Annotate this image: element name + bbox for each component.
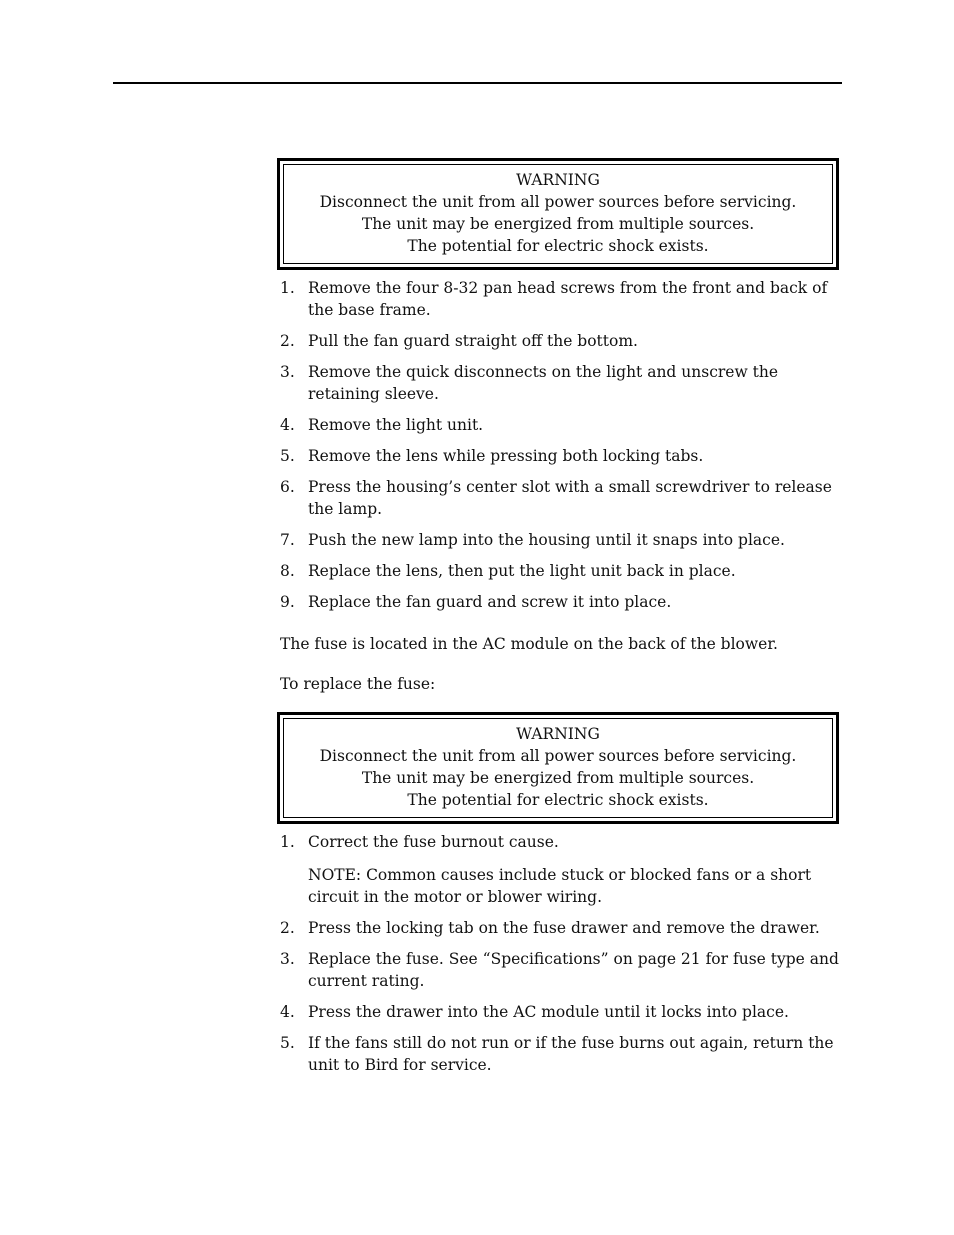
step-text: Pull the fan guard straight off the bottom.: [308, 332, 638, 350]
step-number: 3.: [280, 363, 295, 381]
step-number: 7.: [280, 531, 295, 549]
list-item: [280, 1001, 850, 1023]
step-text: Replace the fuse. See “Specifications” on page 21 for fuse type and current rating.: [308, 950, 839, 990]
step-number: 8.: [280, 562, 295, 580]
step-number: 4.: [280, 416, 295, 434]
warning-line: The potential for electric shock exists.: [407, 791, 709, 809]
step-number: 1.: [280, 833, 295, 851]
step-text: Replace the fan guard and screw it into place.: [308, 593, 672, 611]
warning-box-lamp: [277, 158, 839, 270]
list-item: [280, 948, 850, 992]
step-text: Remove the four 8-32 pan head screws from the front and back of the base frame.: [308, 279, 828, 319]
list-item: [280, 1032, 850, 1076]
warning-box-fuse: [277, 712, 839, 824]
warning-line: The potential for electric shock exists.: [407, 237, 709, 255]
warning-line: Disconnect the unit from all power sources before servicing.: [319, 747, 797, 765]
header-rule: [113, 82, 842, 84]
list-item: [280, 560, 850, 582]
fuse-replacement-steps: [280, 831, 850, 1085]
step-number: 3.: [280, 950, 295, 968]
step-text: Remove the quick disconnects on the light and unscrew the retaining sleeve.: [308, 363, 779, 403]
step-text: Correct the fuse burnout cause.: [308, 833, 559, 851]
list-item: [280, 445, 850, 467]
step-number: 9.: [280, 593, 295, 611]
list-item: [280, 831, 850, 908]
step-text: Press the drawer into the AC module until it locks into place.: [308, 1003, 789, 1021]
step-number: 6.: [280, 478, 295, 496]
step-number: 5.: [280, 447, 295, 465]
warning-content: [283, 718, 833, 818]
step-number: 2.: [280, 919, 295, 937]
step-number: 1.: [280, 279, 295, 297]
list-item: [280, 361, 850, 405]
fuse-lead-text: To replace the fuse:: [280, 675, 436, 693]
step-text: Remove the light unit.: [308, 416, 484, 434]
step-number: 5.: [280, 1034, 295, 1052]
list-item: [280, 591, 850, 613]
list-item: [280, 277, 850, 321]
step-note: NOTE: Common causes include stuck or blocked fans or a short circuit in the motor or blower wiring.: [308, 866, 812, 906]
step-text: Press the housing’s center slot with a small screwdriver to release the lamp.: [308, 478, 832, 518]
warning-content: [283, 164, 833, 264]
warning-line: Disconnect the unit from all power sources before servicing.: [319, 193, 797, 211]
list-item: [280, 476, 850, 520]
warning-title: WARNING: [516, 725, 600, 743]
fuse-location-text: The fuse is located in the AC module on the back of the blower.: [280, 635, 778, 653]
step-number: 4.: [280, 1003, 295, 1021]
warning-title: WARNING: [516, 171, 600, 189]
step-text: Remove the lens while pressing both locking tabs.: [308, 447, 704, 465]
step-text: Press the locking tab on the fuse drawer and remove the drawer.: [308, 919, 820, 937]
step-text: Push the new lamp into the housing until it snaps into place.: [308, 531, 785, 549]
list-item: [280, 917, 850, 939]
step-text: Replace the lens, then put the light unit back in place.: [308, 562, 736, 580]
lamp-replacement-steps: [280, 277, 850, 622]
list-item: [280, 529, 850, 551]
list-item: [280, 330, 850, 352]
list-item: [280, 414, 850, 436]
warning-line: The unit may be energized from multiple sources.: [361, 769, 755, 787]
warning-line: The unit may be energized from multiple sources.: [361, 215, 755, 233]
step-number: 2.: [280, 332, 295, 350]
step-text: If the fans still do not run or if the fuse burns out again, return the unit to Bird for service.: [308, 1034, 834, 1074]
